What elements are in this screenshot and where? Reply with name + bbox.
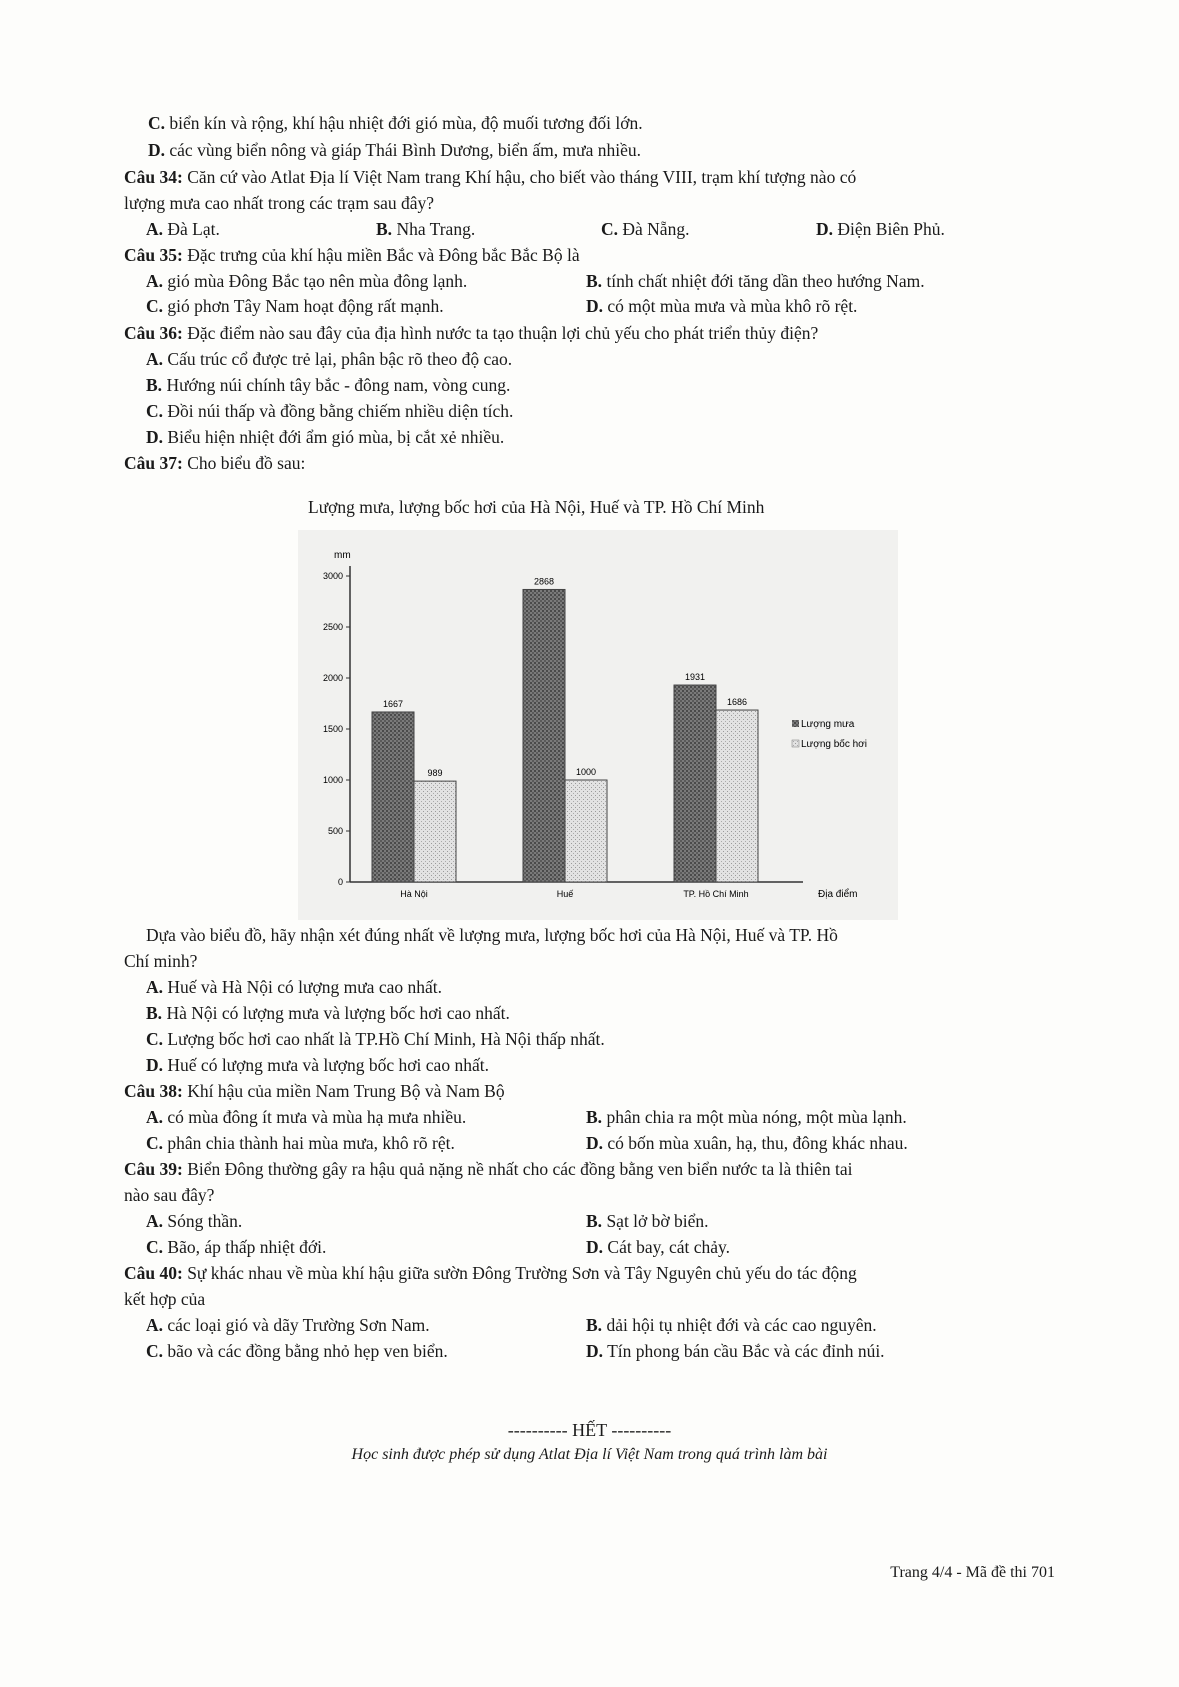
question-35: Câu 35: Đặc trưng của khí hậu miền Bắc và Đông bắc Bắc Bộ là <box>124 245 580 265</box>
q37-option-c: C. Lượng bốc hơi cao nhất là TP.Hồ Chí Minh, Hà Nội thấp nhất. <box>146 1029 605 1049</box>
q36-option-a: A. Cấu trúc cổ được trẻ lại, phân bậc rõ theo độ cao. <box>146 349 513 369</box>
x-category-label: Hà Nội <box>400 889 428 899</box>
page-footer: Trang 4/4 - Mã đề thi 701 <box>890 1564 1055 1581</box>
question-40: Câu 40: Sự khác nhau về mùa khí hậu giữa sườn Đông Trường Sơn và Tây Nguyên chủ yếu do tác động <box>124 1263 857 1283</box>
bar-value-label: 2868 <box>533 576 555 587</box>
q39-option-b: B. Sạt lở bờ biển. <box>586 1211 709 1231</box>
q40-option-d: D. Tín phong bán cầu Bắc và các đỉnh núi. <box>586 1341 885 1361</box>
bar-rainfall <box>674 685 716 882</box>
bar-rainfall <box>523 589 565 882</box>
bar-value-label: 989 <box>427 768 443 779</box>
legend-swatch-rain <box>792 720 799 727</box>
chart-title: Lượng mưa, lượng bốc hơi của Hà Nội, Huế và TP. Hồ Chí Minh <box>308 497 765 517</box>
q38-option-a: A. có mùa đông ít mưa và mùa hạ mưa nhiều. <box>146 1107 467 1127</box>
q37-option-a: A. Huế và Hà Nội có lượng mưa cao nhất. <box>146 977 442 997</box>
question-39-line2: nào sau đây? <box>124 1185 215 1205</box>
q37-option-d: D. Huế có lượng mưa và lượng bốc hơi cao nhất. <box>146 1055 489 1075</box>
question-37-prompt: Dựa vào biểu đồ, hãy nhận xét đúng nhất về lượng mưa, lượng bốc hơi của Hà Nội, Huế và TP. Hồ <box>146 925 838 945</box>
q40-option-b: B. dải hội tụ nhiệt đới và các cao nguyên. <box>586 1315 877 1335</box>
bar-evaporation <box>716 710 758 882</box>
question-37: Câu 37: Cho biểu đồ sau: <box>124 453 306 473</box>
q34-option-b: B. Nha Trang. <box>376 219 476 239</box>
x-axis-label: Địa điểm <box>818 889 858 900</box>
option-d-prev: D. các vùng biển nông và giáp Thái Bình Dương, biển ấm, mưa nhiều. <box>148 140 642 160</box>
x-category-label: Huế <box>556 889 574 899</box>
legend-label-evaporation: Lượng bốc hơi <box>801 739 867 750</box>
question-37-prompt-line2: Chí minh? <box>124 951 198 971</box>
q38-option-c: C. phân chia thành hai mùa mưa, khô rõ rệt. <box>146 1133 455 1153</box>
x-category-label: TP. Hồ Chí Minh <box>683 889 749 899</box>
question-40-options <box>146 1314 1046 1362</box>
q35-option-b: B. tính chất nhiệt đới tăng dần theo hướng Nam. <box>586 271 925 291</box>
option-c-prev: C. biển kín và rộng, khí hậu nhiệt đới gió mùa, độ muối tương đối lớn. <box>148 113 643 133</box>
question-40-line2: kết hợp của <box>124 1289 206 1309</box>
q38-option-d: D. có bốn mùa xuân, hạ, thu, đông khác nhau. <box>586 1133 908 1153</box>
question-36: Câu 36: Đặc điểm nào sau đây của địa hình nước ta tạo thuận lợi chủ yếu cho phát triển thủy điện? <box>124 323 819 343</box>
q34-option-c: C. Đà Nẵng. <box>601 219 690 239</box>
y-tick-label: 3000 <box>322 571 343 581</box>
question-39: Câu 39: Biển Đông thường gây ra hậu quả nặng nề nhất cho các đồng bằng ven biển nước ta là thiên tai <box>124 1159 853 1179</box>
y-tick-label: 0 <box>337 877 343 887</box>
q36-option-c: C. Đồi núi thấp và đồng bằng chiếm nhiều diện tích. <box>146 401 514 421</box>
end-marker: ---------- HẾT ---------- <box>507 1420 672 1440</box>
bar-evaporation <box>414 781 456 882</box>
y-tick-label: 1000 <box>322 775 343 785</box>
q36-option-b: B. Hướng núi chính tây bắc - đông nam, vòng cung. <box>146 375 511 395</box>
q35-option-a: A. gió mùa Đông Bắc tạo nên mùa đông lạnh. <box>146 271 468 291</box>
q40-option-c: C. bão và các đồng bằng nhỏ hẹp ven biển. <box>146 1341 448 1361</box>
q38-option-b: B. phân chia ra một mùa nóng, một mùa lạnh. <box>586 1107 907 1127</box>
q36-option-d: D. Biểu hiện nhiệt đới ẩm gió mùa, bị cắt xẻ nhiều. <box>146 427 505 447</box>
q35-option-d: D. có một mùa mưa và mùa khô rõ rệt. <box>586 296 858 316</box>
y-tick-label: 2500 <box>322 622 343 632</box>
bar-value-label: 1931 <box>684 672 706 683</box>
q40-option-a: A. các loại gió và dãy Trường Sơn Nam. <box>146 1315 430 1335</box>
y-tick-label: 500 <box>327 826 343 836</box>
q39-option-d: D. Cát bay, cát chảy. <box>586 1237 730 1257</box>
bar-value-label: 1000 <box>575 767 597 777</box>
question-38: Câu 38: Khí hậu của miền Nam Trung Bộ và Nam Bộ <box>124 1081 505 1101</box>
question-35-options <box>146 270 1046 318</box>
rain-evaporation-chart <box>298 530 898 920</box>
bar-evaporation <box>565 780 607 882</box>
y-axis-unit-label: mm <box>334 550 351 561</box>
q34-option-a: A. Đà Lạt. <box>146 219 220 239</box>
bar-rainfall <box>372 712 414 882</box>
q34-option-d: D. Điện Biên Phủ. <box>816 219 945 239</box>
question-34-line2: lượng mưa cao nhất trong các trạm sau đây? <box>124 193 435 213</box>
q39-option-a: A. Sóng thần. <box>146 1211 243 1231</box>
atlas-note: Học sinh được phép sử dụng Atlat Địa lí Việt Nam trong quá trình làm bài <box>351 1446 828 1463</box>
question-38-options <box>146 1106 1046 1154</box>
y-tick-label: 2000 <box>322 673 343 683</box>
q35-option-c: C. gió phơn Tây Nam hoạt động rất mạnh. <box>146 296 444 316</box>
legend-swatch-evaporation <box>792 740 799 747</box>
question-34-options <box>146 218 1046 240</box>
bar-value-label: 1667 <box>382 698 404 709</box>
q39-option-c: C. Bão, áp thấp nhiệt đới. <box>146 1237 327 1257</box>
question-39-options <box>146 1210 1046 1258</box>
q37-option-b: B. Hà Nội có lượng mưa và lượng bốc hơi cao nhất. <box>146 1003 510 1023</box>
legend-label-rain: Lượng mưa <box>801 719 855 730</box>
question-34: Câu 34: Căn cứ vào Atlat Địa lí Việt Nam trang Khí hậu, cho biết vào tháng VIII, trạm khí tượng nào có <box>124 167 857 187</box>
y-tick-label: 1500 <box>322 724 343 734</box>
bar-value-label: 1686 <box>726 697 748 708</box>
